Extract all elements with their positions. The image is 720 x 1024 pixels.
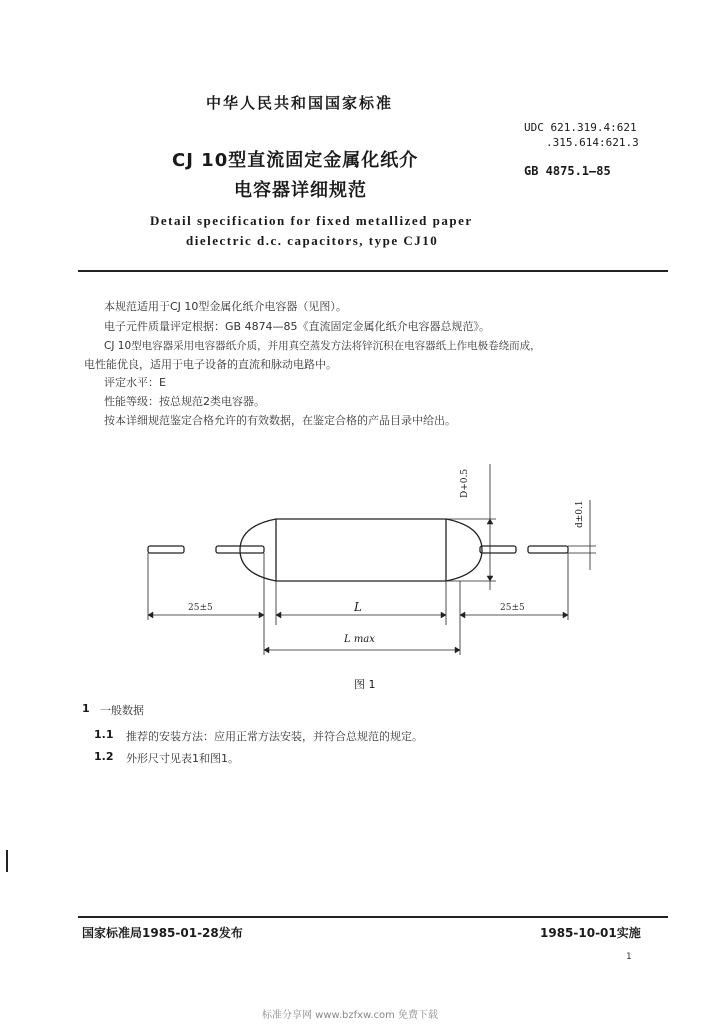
right-lead	[480, 546, 516, 553]
intro-paragraph-4: 评定水平：E	[104, 376, 166, 389]
intro-paragraph-2: 电子元件质量评定根据：GB 4874—85《直流固定金属化纸介电容器总规范》。	[104, 320, 491, 333]
intro-paragraph-1: 本规范适用于CJ 10型金属化纸介电容器（见图）。	[104, 300, 347, 313]
watermark: 标准分享网 www.bzfxw.com 免费下载	[262, 1010, 438, 1021]
dim-body-length: L	[354, 600, 362, 614]
gb-number: GB 4875.1—85	[524, 164, 611, 178]
intro-paragraph-6: 按本详细规范鉴定合格允许的有效数据，在鉴定合格的产品目录中给出。	[104, 414, 456, 427]
section-1-number: 1	[82, 702, 90, 715]
title-en-line-2: dielectric d.c. capacitors, type CJ10	[186, 233, 439, 248]
intro-paragraph-3a: CJ 10型电容器采用电容器纸介质，并用真空蒸发方法将锌沉积在电容器纸上作电极卷绕而成，	[104, 340, 541, 352]
udc-line-2: .315.614:621.3	[546, 136, 639, 149]
title-en-line-1: Detail specification for fixed metallized paper	[150, 213, 473, 228]
issued-date: 国家标准局1985-01-28发布	[82, 926, 243, 940]
national-standard-label: 中华人民共和国国家标准	[206, 94, 394, 112]
right-lead-end	[528, 546, 568, 553]
dim-lead-diameter: d±0.1	[575, 500, 585, 528]
dim-diameter: D+0.5	[460, 468, 470, 498]
dim-lead-right: 25±5	[500, 603, 525, 613]
item-1-2-number: 1.2	[94, 750, 114, 763]
title-cn-line-1: CJ 10型直流固定金属化纸介	[172, 150, 419, 171]
left-lead-end	[148, 546, 184, 553]
page-number: 1	[626, 952, 632, 962]
footer-divider	[78, 916, 668, 918]
title-divider	[78, 270, 668, 272]
item-1-2-text: 外形尺寸见表1和图1。	[126, 752, 239, 765]
dim-lead-left: 25±5	[188, 603, 213, 613]
intro-paragraph-3b: 电性能优良，适用于电子设备的直流和脉动电路中。	[84, 358, 337, 371]
intro-paragraph-5: 性能等级：按总规范2类电容器。	[104, 395, 265, 408]
udc-line-1: UDC 621.319.4:621	[524, 121, 637, 134]
item-1-1-text: 推荐的安装方法：应用正常方法安装，并符合总规范的规定。	[126, 730, 423, 743]
section-1-heading: 一般数据	[100, 704, 144, 717]
figure-caption: 图 1	[354, 678, 376, 691]
margin-mark	[6, 850, 8, 872]
item-1-1-number: 1.1	[94, 728, 114, 741]
effective-date: 1985-10-01实施	[540, 926, 641, 940]
dim-max-length: L max	[344, 634, 375, 645]
title-cn-line-2: 电容器详细规范	[234, 180, 367, 201]
